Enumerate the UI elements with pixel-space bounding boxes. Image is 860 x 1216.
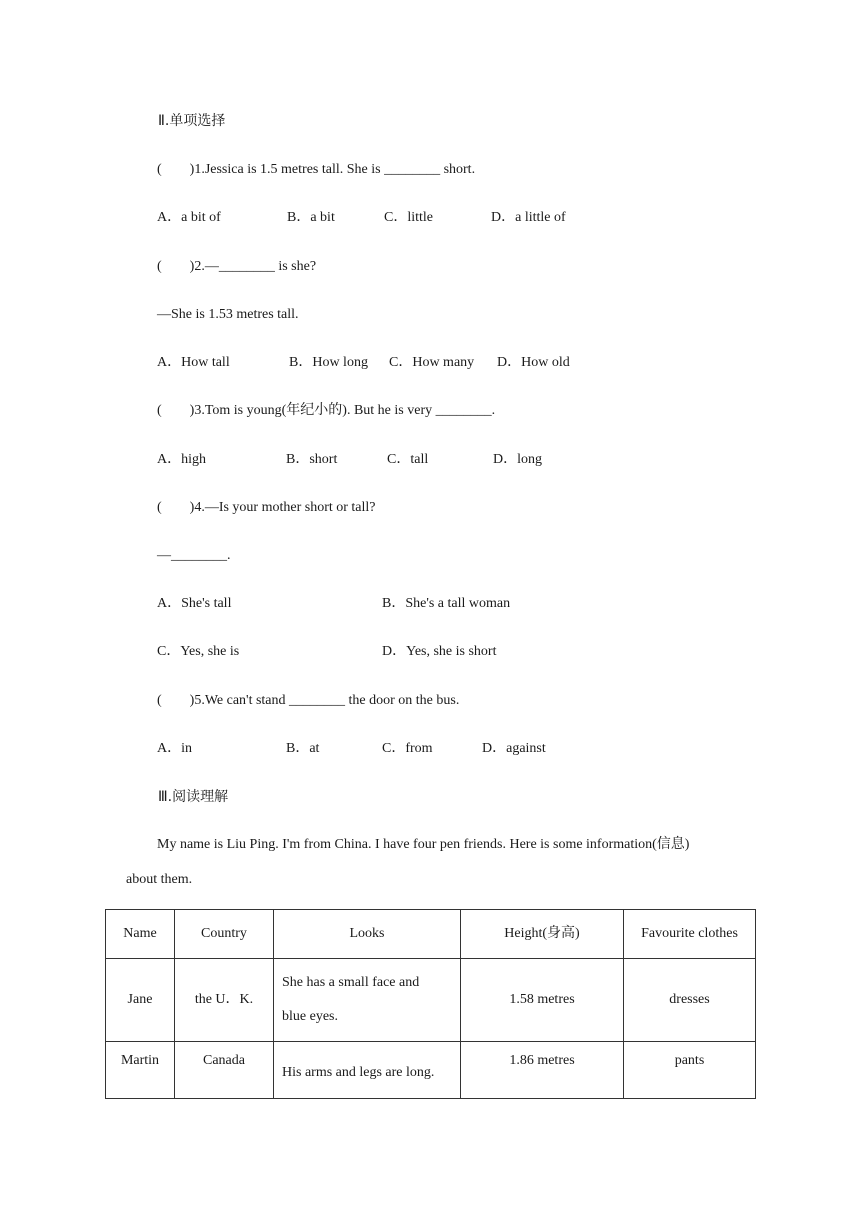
table-cell-looks	[274, 959, 461, 1042]
option: B．at	[286, 741, 320, 756]
option: A．high	[157, 452, 206, 467]
section-heading: Ⅱ.单项选择	[158, 113, 226, 129]
table-cell-country: Canada	[175, 1042, 274, 1099]
question-stem: ( )5.We can't stand ________ the door on the bus.	[157, 693, 460, 708]
table-cell-looks: His arms and legs are long.	[274, 1042, 461, 1099]
option: D．long	[493, 452, 542, 467]
looks-line: She has a small face and	[282, 975, 420, 990]
option: B．She's a tall woman	[382, 596, 511, 611]
table-cell-height: 1.86 metres	[461, 1042, 624, 1099]
table-header-cell: Country	[175, 910, 274, 959]
table-cell-country: the U．K.	[175, 959, 274, 1042]
table-cell-clothes: dresses	[624, 959, 756, 1042]
table-cell-name: Martin	[106, 1042, 175, 1099]
table-row	[106, 1042, 756, 1099]
option: B．short	[286, 452, 338, 467]
answer-line: —________.	[157, 548, 231, 563]
option: D．a little of	[491, 210, 566, 225]
table-header-cell: Height(身高)	[461, 910, 624, 959]
question-stem: ( )4.—Is your mother short or tall?	[157, 500, 376, 515]
question-stem: ( )1.Jessica is 1.5 metres tall. She is ________ short.	[157, 162, 476, 177]
table-header-cell: Looks	[274, 910, 461, 959]
option: A．She's tall	[157, 596, 232, 611]
section-heading: Ⅲ.阅读理解	[158, 789, 229, 805]
option: A．a bit of	[157, 210, 221, 225]
table-cell-height: 1.58 metres	[461, 959, 624, 1042]
option: D．Yes, she is short	[382, 644, 497, 659]
table-row	[106, 959, 756, 1042]
table-cell-name: Jane	[106, 959, 175, 1042]
option: A．in	[157, 741, 192, 756]
option: C．little	[384, 210, 433, 225]
passage-text: My name is Liu Ping. I'm from China. I have four pen friends. Here is some information(信息)	[157, 837, 690, 852]
option: D．against	[482, 741, 546, 756]
pen-friends-table	[105, 909, 756, 1099]
table-header-row	[106, 910, 756, 959]
option: A．How tall	[157, 355, 230, 370]
question-stem: ( )2.—________ is she?	[157, 259, 317, 274]
option: C．from	[382, 741, 433, 756]
option: C．How many	[389, 355, 475, 370]
option: C．tall	[387, 452, 429, 467]
table-cell-clothes: pants	[624, 1042, 756, 1099]
passage-text: about them.	[126, 872, 193, 887]
option: B．How long	[289, 355, 368, 370]
question-stem: ( )3.Tom is young(年纪小的). But he is very ________.	[157, 403, 496, 418]
option: B．a bit	[287, 210, 335, 225]
answer-line: —She is 1.53 metres tall.	[157, 307, 299, 322]
looks-line: blue eyes.	[282, 1009, 338, 1024]
table-header-cell: Name	[106, 910, 175, 959]
option: C．Yes, she is	[157, 644, 240, 659]
option: D．How old	[497, 355, 570, 370]
table-header-cell: Favourite clothes	[624, 910, 756, 959]
